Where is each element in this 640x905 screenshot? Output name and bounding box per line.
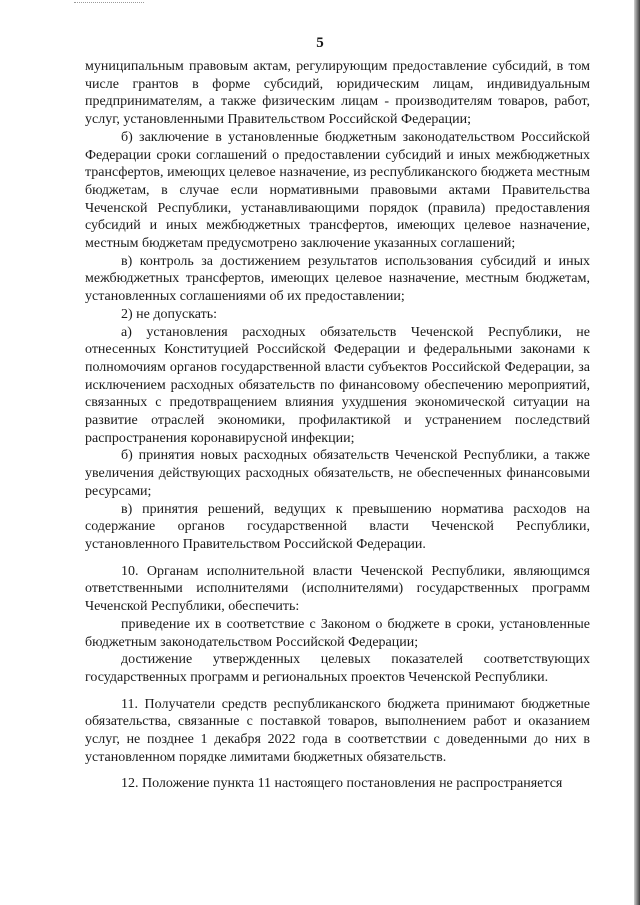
paragraph-10-alignment: приведение их в соответствие с Законом о бюджете в сроки, установленные бюджетным законодательством Российской Федерации; — [85, 616, 590, 650]
paragraph-10-targets: достижение утвержденных целевых показателей соответствующих государственных программ и региональных проектов Чеченской Республики. — [85, 652, 590, 685]
paragraph-not-allow: 2) не допускать: — [121, 306, 218, 322]
scan-noise — [74, 2, 144, 7]
scan-edge-shadow — [634, 0, 640, 905]
paragraph-item-b-agreements: б) заключение в установленные бюджетным законодательством Российской Федерации сроки соглашений о предоставлении субсидий и иных межбюджетных трансфертов, имеющих целевое назначение, из республиканского бюджета местным бюджетам, в случае если нормативными правовыми актами Правительства Чеченской Республики, устанавливающими порядок (правила) предоставления субсидий и иных межбюджетных трансфертов, имеющих целевое назначение, местным бюджетам предусмотрено заключение указанных соглашений; — [85, 129, 590, 252]
paragraph-item-b-new-obligations: б) принятия новых расходных обязательств Чеченской Республики, а также увеличения действующих расходных обязательств, не обеспеченных финансовыми ресурсами; — [85, 448, 590, 499]
paragraph-continuation: муниципальным правовым актам, регулирующим предоставление субсидий, в том числе грантов в форме субсидий, юридическим лицам, индивидуальным предпринимателям, а также физическим лицам - производителям товаров, работ, услуг, установленными Правительством Российской Федерации; — [85, 59, 590, 128]
paragraph-item-a-obligations: а) установления расходных обязательств Чеченской Республики, не отнесенных Конституцией Российской Федерации и федеральными законами к полномочиям органов государственной власти субъектов Российской Федерации, за исключением расходных обязательств по финансовому обеспечению мероприятий, связанных с предотвращением влияния ухудшения экономической ситуации на развитие отраслей экономики, профилактикой и устранением последствий распространения коронавирусной инфекции; — [85, 324, 590, 446]
paragraph-12: 12. Положение пункта 11 настоящего постановления не распространяется — [121, 776, 563, 792]
paragraph-10: 10. Органам исполнительной власти Чеченской Республики, являющимся ответственными исполнителями (исполнителями) государственных программ Чеченской Республики, обеспечить: — [85, 563, 590, 615]
paragraph-11: 11. Получатели средств республиканского бюджета принимают бюджетные обязательства, связанные с поставкой товаров, выполнением работ и оказанием услуг, не позднее 1 декабря 2022 года в соответствии с доведенными до них в установленном порядке лимитами бюджетных обязательств. — [85, 696, 590, 765]
page-number: 5 — [316, 35, 324, 51]
paragraph-item-v-decisions: в) принятия решений, ведущих к превышению норматива расходов на содержание органов государственной власти Чеченской Республики, установленного Правительством Российской Федерации. — [85, 501, 590, 552]
document-body — [85, 58, 590, 793]
paragraph-item-v-control: в) контроль за достижением результатов использования субсидий и иных межбюджетных трансфертов, имеющих целевое назначение, местным бюджетам, установленных соглашениями об их предоставлении; — [85, 253, 590, 305]
